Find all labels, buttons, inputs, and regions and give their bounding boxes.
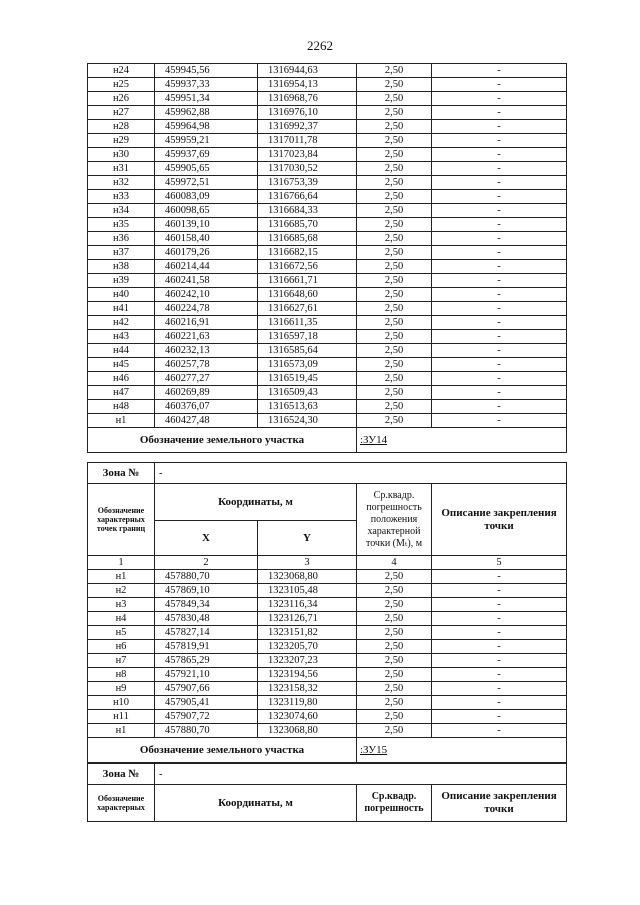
coord-y: 1316573,09	[258, 358, 357, 372]
accuracy-value: 2,50	[357, 372, 432, 386]
point-id: н40	[88, 288, 155, 302]
table-row	[88, 386, 567, 400]
table-row	[88, 302, 567, 316]
coord-x: 457849,34	[155, 598, 258, 612]
coord-x: 460083,09	[155, 190, 258, 204]
coord-x: 460269,89	[155, 386, 258, 400]
coord-y: 1323105,48	[258, 584, 357, 598]
table-row	[88, 400, 567, 414]
description-value: -	[432, 190, 567, 204]
coord-y: 1323158,32	[258, 682, 357, 696]
description-value: -	[432, 682, 567, 696]
point-id: н43	[88, 330, 155, 344]
description-value: -	[432, 316, 567, 330]
coord-x: 460139,10	[155, 218, 258, 232]
description-value: -	[432, 710, 567, 724]
description-value: -	[432, 696, 567, 710]
point-id: н8	[88, 668, 155, 682]
description-value: -	[432, 626, 567, 640]
description-value: -	[432, 302, 567, 316]
table-row	[88, 260, 567, 274]
parcel-designation-label: Обозначение земельного участка	[88, 428, 357, 453]
point-id: н4	[88, 612, 155, 626]
accuracy-value: 2,50	[357, 176, 432, 190]
coord-y: 1316685,70	[258, 218, 357, 232]
coord-y: 1323205,70	[258, 640, 357, 654]
coord-y: 1316661,71	[258, 274, 357, 288]
description-value: -	[432, 584, 567, 598]
coord-x: 460257,78	[155, 358, 258, 372]
accuracy-value: 2,50	[357, 400, 432, 414]
point-id: н47	[88, 386, 155, 400]
coord-x: 457827,14	[155, 626, 258, 640]
description-header: Описание закрепления точки	[432, 785, 567, 822]
description-value: -	[432, 386, 567, 400]
coord-y: 1316766,64	[258, 190, 357, 204]
coord-x: 460427,48	[155, 414, 258, 428]
table-row	[88, 274, 567, 288]
coord-y: 1323068,80	[258, 570, 357, 584]
coord-x: 460376,07	[155, 400, 258, 414]
description-value: -	[432, 260, 567, 274]
accuracy-value: 2,50	[357, 232, 432, 246]
description-value: -	[432, 724, 567, 738]
coord-x: 460224,78	[155, 302, 258, 316]
coord-x: 459959,21	[155, 134, 258, 148]
coord-x: 460179,26	[155, 246, 258, 260]
accuracy-value: 2,50	[357, 724, 432, 738]
table-row	[88, 612, 567, 626]
accuracy-value: 2,50	[357, 288, 432, 302]
point-id: н31	[88, 162, 155, 176]
coord-y: 1316753,39	[258, 176, 357, 190]
accuracy-value: 2,50	[357, 218, 432, 232]
point-designation-header: Обозначение характерных точек границ	[88, 484, 155, 556]
description-value: -	[432, 176, 567, 190]
point-id: н48	[88, 400, 155, 414]
point-id: н39	[88, 274, 155, 288]
accuracy-value: 2,50	[357, 358, 432, 372]
coord-x: 460098,65	[155, 204, 258, 218]
coord-x: 459905,65	[155, 162, 258, 176]
accuracy-value: 2,50	[357, 106, 432, 120]
description-header: Описание закрепления точки	[432, 484, 567, 556]
table-row	[88, 598, 567, 612]
description-value: -	[432, 372, 567, 386]
point-id: н29	[88, 134, 155, 148]
description-value: -	[432, 120, 567, 134]
coord-y: 1323119,80	[258, 696, 357, 710]
parcel-designation-label: Обозначение земельного участка	[88, 738, 357, 763]
table-row	[88, 372, 567, 386]
accuracy-value: 2,50	[357, 134, 432, 148]
coordinates-header: Координаты, м	[155, 785, 357, 822]
coord-x: 457921,10	[155, 668, 258, 682]
description-value: -	[432, 414, 567, 428]
x-header: X	[155, 521, 258, 556]
zone-value: -	[155, 764, 567, 785]
table-row	[88, 288, 567, 302]
coord-y: 1316682,15	[258, 246, 357, 260]
coord-x: 459951,34	[155, 92, 258, 106]
accuracy-value: 2,50	[357, 598, 432, 612]
table-row	[88, 106, 567, 120]
point-id: н3	[88, 598, 155, 612]
table-row	[88, 64, 567, 78]
coord-x: 459937,69	[155, 148, 258, 162]
coord-y: 1316611,35	[258, 316, 357, 330]
description-value: -	[432, 640, 567, 654]
table-row	[88, 330, 567, 344]
description-value: -	[432, 232, 567, 246]
table-row	[88, 584, 567, 598]
coord-x: 460214,44	[155, 260, 258, 274]
point-id: н38	[88, 260, 155, 274]
table-row	[88, 190, 567, 204]
column-number: 1	[88, 556, 155, 570]
coord-x: 460232,13	[155, 344, 258, 358]
description-value: -	[432, 134, 567, 148]
point-id: н7	[88, 654, 155, 668]
description-value: -	[432, 92, 567, 106]
description-value: -	[432, 330, 567, 344]
description-value: -	[432, 162, 567, 176]
table-row	[88, 682, 567, 696]
point-id: н34	[88, 204, 155, 218]
description-value: -	[432, 106, 567, 120]
column-number: 2	[155, 556, 258, 570]
parcel-designation-value: :ЗУ15	[357, 738, 567, 763]
table-row	[88, 92, 567, 106]
coord-x: 459972,51	[155, 176, 258, 190]
coord-y: 1316976,10	[258, 106, 357, 120]
coord-y: 1323194,56	[258, 668, 357, 682]
accuracy-header: Ср.квадр. погрешность положения характерной точки (Mₜ), м	[357, 484, 432, 556]
table-row	[88, 232, 567, 246]
point-id: н46	[88, 372, 155, 386]
accuracy-header: Ср.квадр. погрешность	[357, 785, 432, 822]
accuracy-value: 2,50	[357, 682, 432, 696]
coord-y: 1316519,45	[258, 372, 357, 386]
coord-x: 460158,40	[155, 232, 258, 246]
point-id: н26	[88, 92, 155, 106]
coord-x: 459964,98	[155, 120, 258, 134]
accuracy-value: 2,50	[357, 274, 432, 288]
accuracy-value: 2,50	[357, 668, 432, 682]
point-id: н1	[88, 570, 155, 584]
coord-x: 460277,27	[155, 372, 258, 386]
column-number: 5	[432, 556, 567, 570]
accuracy-value: 2,50	[357, 344, 432, 358]
coord-x: 460216,91	[155, 316, 258, 330]
accuracy-value: 2,50	[357, 414, 432, 428]
accuracy-value: 2,50	[357, 626, 432, 640]
column-number: 4	[357, 556, 432, 570]
description-value: -	[432, 288, 567, 302]
coord-y: 1316585,64	[258, 344, 357, 358]
accuracy-value: 2,50	[357, 584, 432, 598]
coord-x: 460241,58	[155, 274, 258, 288]
table-row	[88, 78, 567, 92]
coord-y: 1317030,52	[258, 162, 357, 176]
point-id: н10	[88, 696, 155, 710]
accuracy-value: 2,50	[357, 302, 432, 316]
accuracy-value: 2,50	[357, 190, 432, 204]
coord-x: 457907,66	[155, 682, 258, 696]
coord-y: 1317023,84	[258, 148, 357, 162]
coord-x: 457819,91	[155, 640, 258, 654]
description-value: -	[432, 400, 567, 414]
table-row	[88, 724, 567, 738]
description-value: -	[432, 246, 567, 260]
zone-value: -	[155, 463, 567, 484]
coord-y: 1316513,63	[258, 400, 357, 414]
coord-x: 459937,33	[155, 78, 258, 92]
point-id: н1	[88, 724, 155, 738]
coord-y: 1316648,60	[258, 288, 357, 302]
accuracy-value: 2,50	[357, 696, 432, 710]
table-row	[88, 570, 567, 584]
point-id: н36	[88, 232, 155, 246]
point-id: н11	[88, 710, 155, 724]
accuracy-value: 2,50	[357, 330, 432, 344]
description-value: -	[432, 218, 567, 232]
coord-x: 457907,72	[155, 710, 258, 724]
coord-y: 1323074,60	[258, 710, 357, 724]
coord-y: 1316954,13	[258, 78, 357, 92]
coord-y: 1316992,37	[258, 120, 357, 134]
point-id: н9	[88, 682, 155, 696]
point-id: н44	[88, 344, 155, 358]
table-row	[88, 654, 567, 668]
coord-y: 1316968,76	[258, 92, 357, 106]
zone-label: Зона №	[88, 764, 155, 785]
accuracy-value: 2,50	[357, 710, 432, 724]
description-value: -	[432, 612, 567, 626]
point-id: н32	[88, 176, 155, 190]
coord-y: 1323068,80	[258, 724, 357, 738]
page-number: 2262	[307, 38, 333, 53]
table-row	[88, 710, 567, 724]
table-row	[88, 148, 567, 162]
description-value: -	[432, 64, 567, 78]
point-id: н5	[88, 626, 155, 640]
point-id: н24	[88, 64, 155, 78]
parcel-designation-value: :ЗУ14	[357, 428, 567, 453]
coordinates-table-zu14	[87, 462, 567, 763]
description-value: -	[432, 274, 567, 288]
coord-x: 457869,10	[155, 584, 258, 598]
description-value: -	[432, 598, 567, 612]
coord-y: 1316509,43	[258, 386, 357, 400]
accuracy-value: 2,50	[357, 386, 432, 400]
coord-y: 1316944,63	[258, 64, 357, 78]
coord-y: 1317011,78	[258, 134, 357, 148]
accuracy-value: 2,50	[357, 78, 432, 92]
coord-x: 457880,70	[155, 570, 258, 584]
point-id: н35	[88, 218, 155, 232]
table-row	[88, 358, 567, 372]
accuracy-value: 2,50	[357, 246, 432, 260]
accuracy-value: 2,50	[357, 640, 432, 654]
coord-x: 457830,48	[155, 612, 258, 626]
table-row	[88, 344, 567, 358]
coord-y: 1316672,56	[258, 260, 357, 274]
table-row	[88, 668, 567, 682]
accuracy-value: 2,50	[357, 654, 432, 668]
accuracy-value: 2,50	[357, 162, 432, 176]
accuracy-value: 2,50	[357, 120, 432, 134]
point-designation-header: Обозначение характерных	[88, 785, 155, 822]
table-row	[88, 626, 567, 640]
table-row	[88, 218, 567, 232]
table-row	[88, 414, 567, 428]
description-value: -	[432, 668, 567, 682]
table-row	[88, 316, 567, 330]
coord-x: 457880,70	[155, 724, 258, 738]
point-id: н41	[88, 302, 155, 316]
point-id: н37	[88, 246, 155, 260]
accuracy-value: 2,50	[357, 64, 432, 78]
point-id: н6	[88, 640, 155, 654]
point-id: н2	[88, 584, 155, 598]
coordinates-table-zu15	[87, 763, 567, 822]
coord-y: 1316684,33	[258, 204, 357, 218]
description-value: -	[432, 344, 567, 358]
coord-y: 1323116,34	[258, 598, 357, 612]
accuracy-value: 2,50	[357, 148, 432, 162]
coord-x: 460242,10	[155, 288, 258, 302]
point-id: н45	[88, 358, 155, 372]
coord-y: 1316685,68	[258, 232, 357, 246]
accuracy-value: 2,50	[357, 316, 432, 330]
description-value: -	[432, 204, 567, 218]
table-row	[88, 162, 567, 176]
description-value: -	[432, 148, 567, 162]
column-number: 3	[258, 556, 357, 570]
description-value: -	[432, 570, 567, 584]
point-id: н25	[88, 78, 155, 92]
accuracy-value: 2,50	[357, 612, 432, 626]
y-header: Y	[258, 521, 357, 556]
accuracy-value: 2,50	[357, 204, 432, 218]
table-row	[88, 176, 567, 190]
description-value: -	[432, 358, 567, 372]
coord-x: 459962,88	[155, 106, 258, 120]
accuracy-value: 2,50	[357, 260, 432, 274]
zone-label: Зона №	[88, 463, 155, 484]
coord-x: 460221,63	[155, 330, 258, 344]
point-id: н27	[88, 106, 155, 120]
table-row	[88, 134, 567, 148]
coord-y: 1316524,30	[258, 414, 357, 428]
description-value: -	[432, 78, 567, 92]
point-id: н30	[88, 148, 155, 162]
coordinates-header: Координаты, м	[155, 484, 357, 521]
coord-y: 1323207,23	[258, 654, 357, 668]
point-id: н1	[88, 414, 155, 428]
coordinates-table-continued	[87, 63, 567, 453]
point-id: н42	[88, 316, 155, 330]
coord-x: 459945,56	[155, 64, 258, 78]
accuracy-value: 2,50	[357, 92, 432, 106]
coord-x: 457905,41	[155, 696, 258, 710]
accuracy-value: 2,50	[357, 570, 432, 584]
point-id: н33	[88, 190, 155, 204]
table-row	[88, 696, 567, 710]
coord-y: 1323126,71	[258, 612, 357, 626]
coord-x: 457865,29	[155, 654, 258, 668]
description-value: -	[432, 654, 567, 668]
table-row	[88, 640, 567, 654]
coord-y: 1316627,61	[258, 302, 357, 316]
table-row	[88, 120, 567, 134]
coord-y: 1316597,18	[258, 330, 357, 344]
coord-y: 1323151,82	[258, 626, 357, 640]
table-row	[88, 204, 567, 218]
point-id: н28	[88, 120, 155, 134]
table-row	[88, 246, 567, 260]
